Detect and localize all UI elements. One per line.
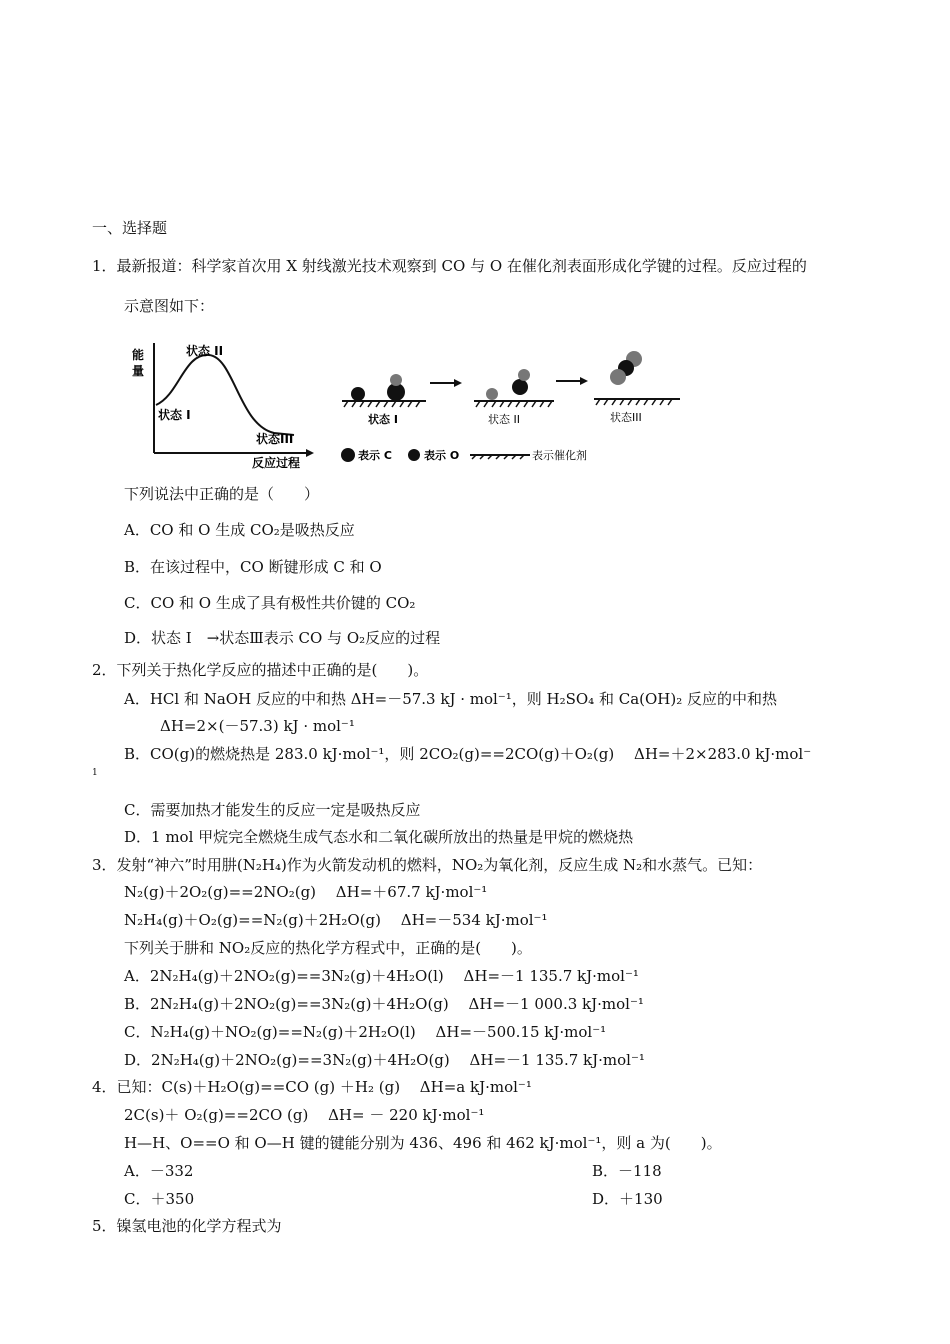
q2-option-b-line2: 1	[92, 768, 98, 778]
oxygen-atom-1	[390, 374, 402, 386]
q4-eq2: 2C(s)＋ O₂(g)==2CO (g) ΔH= － 220 kJ·mol⁻¹	[124, 1106, 485, 1124]
q1-option-d: D．状态 Ⅰ →状态Ⅲ表示 CO 与 O₂反应的过程	[124, 629, 441, 647]
surface-state1: 状态 I	[368, 413, 398, 426]
carbon-atom-3	[512, 379, 528, 395]
q2-option-a-line2: ΔH=2×(－57.3) kJ · mol⁻¹	[160, 717, 355, 735]
oxygen-atom-3	[518, 369, 530, 381]
curve-state3: 状态III	[256, 432, 294, 446]
reaction-diagram	[124, 335, 604, 475]
q1-stem-line2: 示意图如下：	[124, 297, 215, 315]
arrow-2-icon	[580, 377, 588, 385]
q1-option-a: A．CO 和 O 生成 CO₂是吸热反应	[124, 521, 355, 539]
q3-option-d: D．2N₂H₄(g)＋2NO₂(g)==3N₂(g)＋4H₂O(g) ΔH=－1 135.7 kJ·mol⁻¹	[124, 1051, 645, 1069]
legend-c: 表示 C	[358, 449, 392, 462]
q1-question: 下列说法中正确的是（ ）	[124, 485, 320, 503]
q2-stem: 2．下列关于热化学反应的描述中正确的是( )。	[92, 661, 429, 679]
q1-stem-line1: 1．最新报道：科学家首次用 X 射线激光技术观察到 CO 与 O 在催化剂表面形成化学键的过程。反应过程的	[92, 257, 807, 275]
section-title: 一、选择题	[92, 219, 168, 237]
q1-option-c: C．CO 和 O 生成了具有极性共价键的 CO₂	[124, 594, 416, 612]
surface-state2: 状态 II	[488, 413, 520, 426]
state3-diagram	[590, 335, 700, 435]
curve-state1: 状态 I	[158, 408, 191, 422]
legend-oxygen-icon	[408, 449, 420, 461]
q3-option-b: B．2N₂H₄(g)＋2NO₂(g)==3N₂(g)＋4H₂O(g) ΔH=－1 000.3 kJ·mol⁻¹	[124, 995, 644, 1013]
q3-eq1: N₂(g)＋2O₂(g)==2NO₂(g) ΔH=＋67.7 kJ·mol⁻¹	[124, 883, 488, 901]
q5-stem: 5．镍氢电池的化学方程式为	[92, 1217, 282, 1235]
x-label: 反应过程	[252, 456, 301, 470]
q3-ask: 下列关于肼和 NO₂反应的热化学方程式中，正确的是( )。	[124, 939, 532, 957]
q4-ask: H—H、O==O 和 O—H 键的键能分别为 436、496 和 462 kJ·mol⁻¹，则 a 为( )。	[124, 1134, 722, 1152]
q2-option-c: C．需要加热才能发生的反应一定是吸热反应	[124, 801, 421, 819]
q3-option-a: A．2N₂H₄(g)＋2NO₂(g)==3N₂(g)＋4H₂O(l) ΔH=－1 135.7 kJ·mol⁻¹	[124, 967, 639, 985]
q1-option-b: B．在该过程中，CO 断键形成 C 和 O	[124, 558, 382, 576]
axis-arrow-icon	[306, 449, 314, 457]
carbon-atom-1	[351, 387, 365, 401]
y-label-2: 量	[132, 364, 145, 378]
oxygen-atom-5	[610, 369, 626, 385]
q2-option-d: D．1 mol 甲烷完全燃烧生成气态水和二氧化碳所放出的热量是甲烷的燃烧热	[124, 828, 634, 846]
legend-carbon-icon	[341, 448, 355, 462]
energy-curve	[156, 355, 294, 435]
q3-eq2: N₂H₄(g)＋O₂(g)==N₂(g)＋2H₂O(g) ΔH=－534 kJ·mol⁻¹	[124, 911, 548, 929]
arrow-1-icon	[454, 379, 462, 387]
reaction-process-figure	[124, 335, 604, 475]
state3-figure	[590, 335, 700, 435]
curve-state2: 状态 II	[186, 344, 224, 358]
y-label-1: 能	[132, 348, 145, 362]
q4-option-a: A．－332	[124, 1162, 194, 1180]
q2-option-b-line1: B．CO(g)的燃烧热是 283.0 kJ·mol⁻¹，则 2CO₂(g)==2CO(g)＋O₂(g) ΔH=＋2×283.0 kJ·mol⁻	[124, 745, 812, 763]
q4-stem: 4．已知：C(s)＋H₂O(g)==CO (g) ＋H₂ (g) ΔH=a kJ·mol⁻¹	[92, 1078, 532, 1096]
legend-cat: 表示催化剂	[532, 449, 587, 462]
q2-option-a-line1: A．HCl 和 NaOH 反应的中和热 ΔH=－57.3 kJ · mol⁻¹，则 H₂SO₄ 和 Ca(OH)₂ 反应的中和热	[124, 690, 778, 708]
surface-state3: 状态III	[610, 411, 642, 424]
q3-option-c: C．N₂H₄(g)＋NO₂(g)==N₂(g)＋2H₂O(l) ΔH=－500.15 kJ·mol⁻¹	[124, 1023, 607, 1041]
q4-option-c: C．＋350	[124, 1190, 195, 1208]
q4-option-d: D．＋130	[592, 1190, 663, 1208]
q3-stem: 3．发射“神六”时用肼(N₂H₄)作为火箭发动机的燃料，NO₂为氧化剂，反应生成 N₂和水蒸气。已知：	[92, 856, 763, 874]
oxygen-atom-2	[486, 388, 498, 400]
legend-o: 表示 O	[424, 449, 460, 462]
q4-option-b: B．－118	[592, 1162, 662, 1180]
